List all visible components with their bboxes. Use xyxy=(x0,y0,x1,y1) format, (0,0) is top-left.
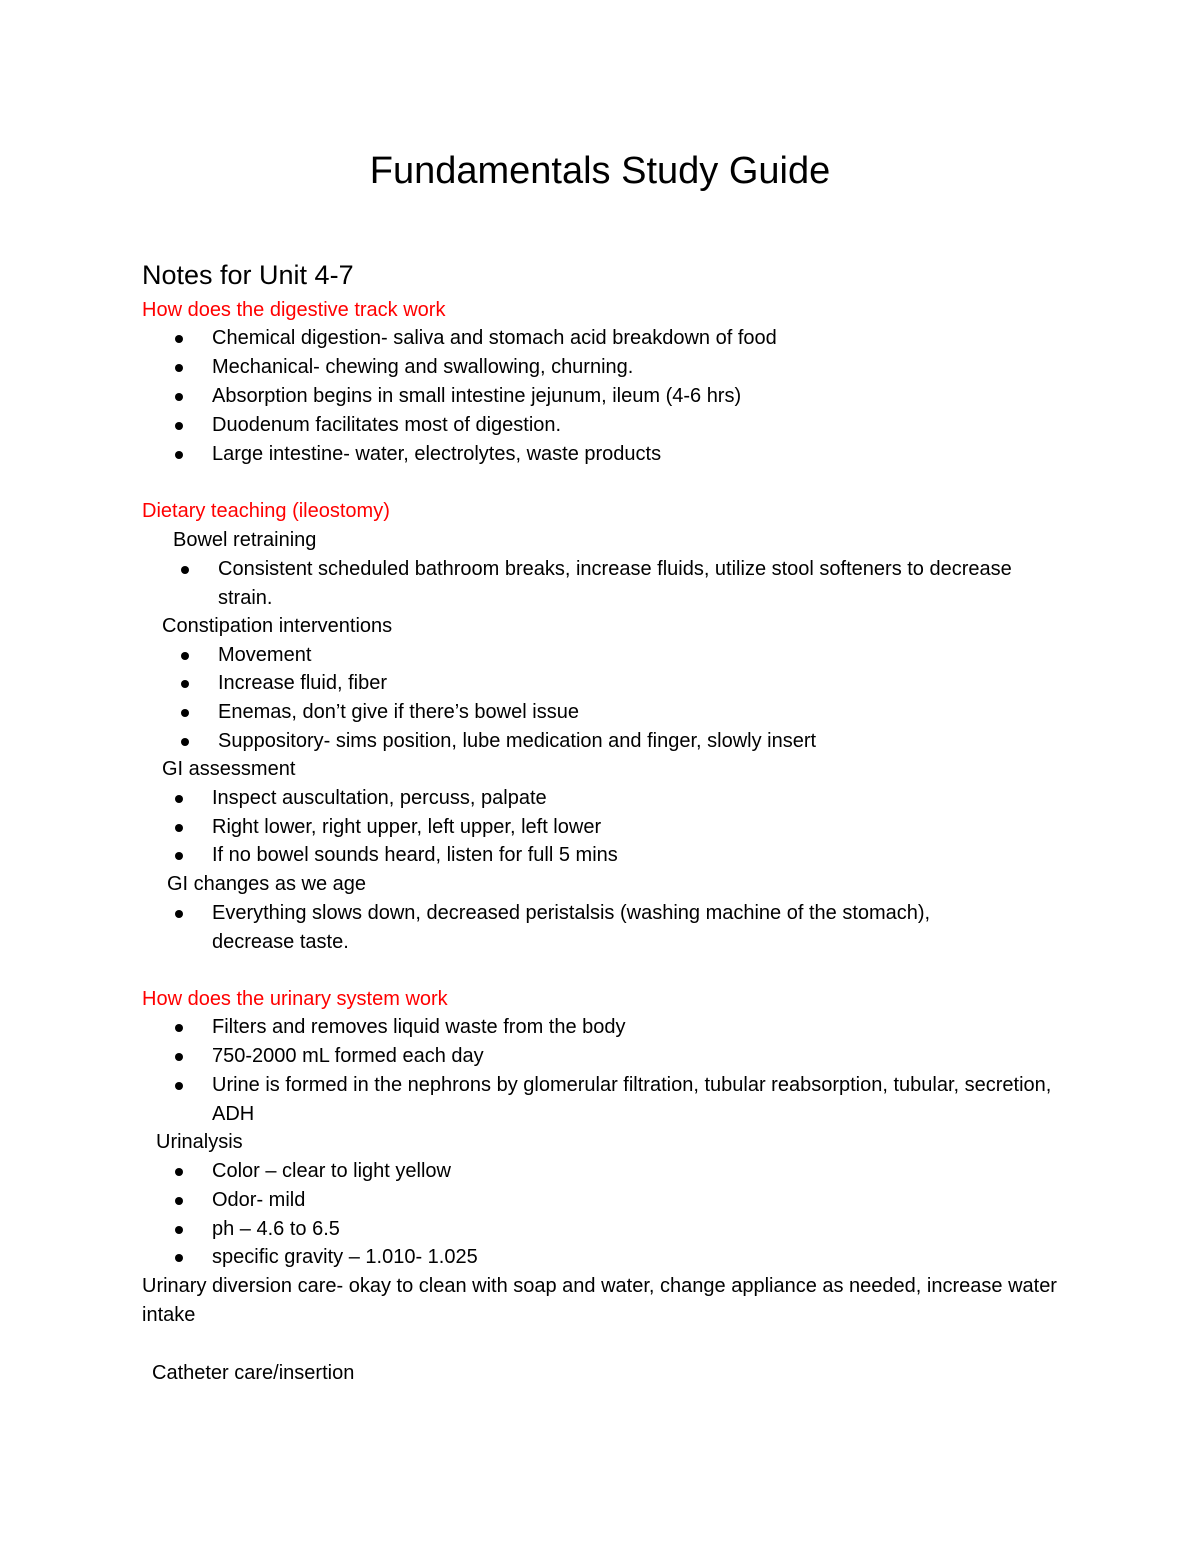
urinary-heading: How does the urinary system work xyxy=(142,988,448,1010)
urinary-diversion-care: Urinary diversion care- okay to clean with soap and water, change appliance as needed, increase water intake xyxy=(142,1275,1057,1326)
gi-changes-label: GI changes as we age xyxy=(167,873,367,895)
digestive-heading: How does the digestive track work xyxy=(142,299,446,321)
document-page: Fundamentals Study Guide Notes for Unit 4-7 How does the digestive track work Chemical digestion- saliva and stomach acid breakdown of food Mechanical- chewing and swallowing, churning. Absorption begins in small intestine jejunum, ileum (4-6 hrs) Duodenum facilitates most of digestion. Large intestine- water, electrolytes, waste products Dietary teaching (ileostomy) Bowel retraining Consistent scheduled bathroom breaks, increase fluids, utilize stool softeners to decrease strain. Constipation interventions Movement Increase fluid, fiber Enemas, don’t give if there’s bowel issue Suppository- sims position, lube medication and finger, slowly insert GI assessment Inspect auscultation, percuss, palpate Right lower, right upper, left upper, left lower If no bowel sounds heard, listen for full 5 mins GI changes as we age Everything slows down, decreased peristalsis (washing machine of the stomach), decrease taste. How does the urinary system work Filters and removes liquid waste from the body 750-2000 mL formed each day Urine is formed in the nephrons by glomerular filtration, tubular reabsorption, tubular, secretion, ADH Urinalysis Color – clear to light yellow Odor- mild ph – 4.6 to 6.5 specific gravity – 1.010- 1.025 Urinary diversion care- okay to clean with soap and water, change appliance as needed, increase water intake Catheter care/insertion xyxy=(0,0,1200,1553)
unit-heading: Notes for Unit 4-7 xyxy=(142,260,354,290)
constipation-label: Constipation interventions xyxy=(162,615,393,637)
catheter-care-label: Catheter care/insertion xyxy=(152,1362,355,1384)
dietary-heading: Dietary teaching (ileostomy) xyxy=(142,500,390,522)
bowel-retraining-label: Bowel retraining xyxy=(173,529,317,551)
gi-assessment-label: GI assessment xyxy=(162,758,296,780)
document-title: Fundamentals Study Guide xyxy=(369,150,831,192)
urinalysis-label: Urinalysis xyxy=(156,1131,243,1153)
